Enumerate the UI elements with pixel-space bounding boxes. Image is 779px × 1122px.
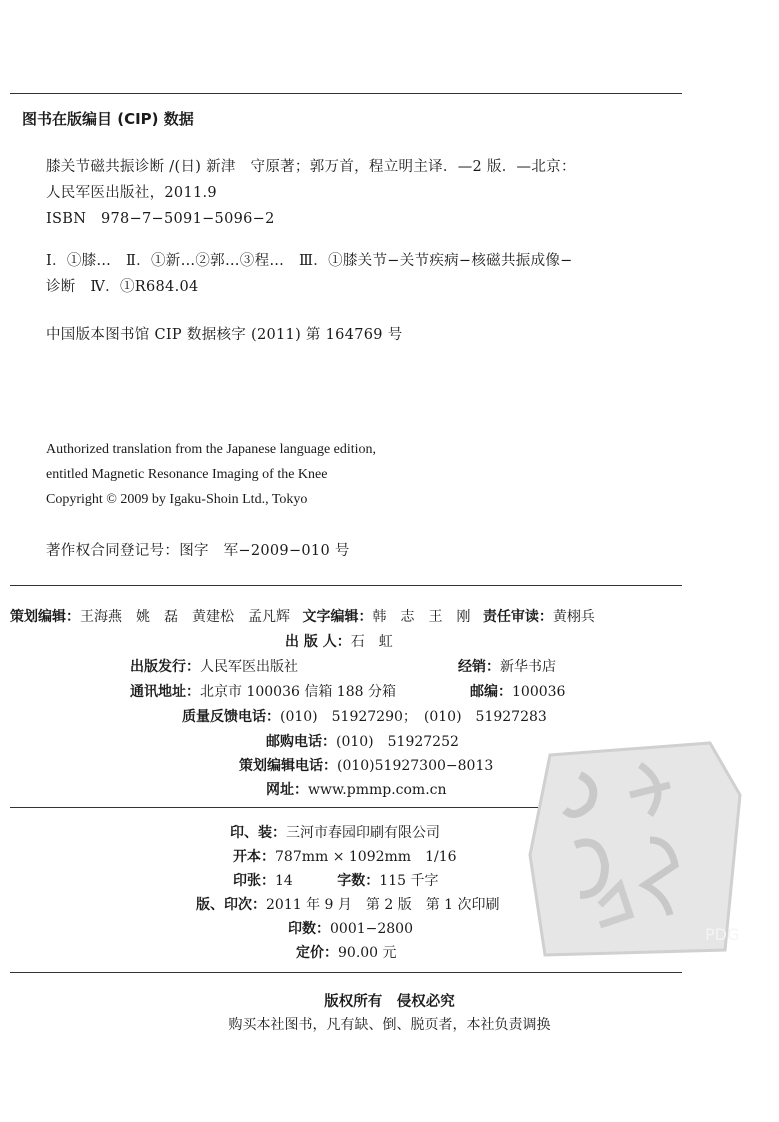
- printer-value: 三河市春园印刷有限公司: [286, 825, 440, 841]
- publisher-label: 出 版 人：: [285, 634, 351, 650]
- text-editor-label: 文字编辑：: [302, 609, 373, 625]
- format-label: 开本：: [233, 849, 275, 865]
- edition-value: 2011 年 9 月 第 2 版 第 1 次印刷: [266, 897, 500, 913]
- price-row: [296, 942, 397, 962]
- distribution-row: [130, 656, 298, 676]
- website-label: 网址：: [266, 782, 308, 798]
- watermark-seal-icon: [520, 735, 760, 965]
- cip-title-line: 膝关节磁共振诊断 /(日) 新津 守原著；郭万首，程立明主译．—2 版．—北京：: [46, 159, 576, 175]
- english-line-2: entitled Magnetic Resonance Imaging of the Knee: [46, 467, 328, 482]
- replacement-note: 购买本社图书，凡有缺、倒、脱页者，本社负责调换: [228, 1017, 551, 1033]
- top-rule: [10, 93, 682, 94]
- distribution-label: 出版发行：: [130, 659, 200, 675]
- text-editor-names: 韩 志 王 刚: [372, 609, 471, 625]
- cip-heading: 图书在版编目 (CIP) 数据: [22, 110, 194, 128]
- edition-label: 版、印次：: [196, 897, 266, 913]
- feedback-phone-label: 质量反馈电话：: [182, 709, 280, 725]
- format-row: [233, 846, 457, 866]
- editors-row: [10, 606, 595, 626]
- feedback-row: [182, 706, 547, 726]
- cip-classification-line-2: 诊断 Ⅳ．①R684.04: [46, 279, 199, 295]
- postcode-value: 100036: [512, 684, 566, 700]
- credits-rule: [10, 585, 682, 586]
- mail-order-value: (010) 51927252: [336, 734, 459, 750]
- mail-order-label: 邮购电话：: [266, 734, 336, 750]
- edition-row: [196, 894, 500, 914]
- website-value: www.pmmp.com.cn: [308, 782, 447, 798]
- review-label: 责任审读：: [482, 609, 553, 625]
- format-value: 787mm × 1092mm 1/16: [275, 849, 457, 865]
- footer-rule: [10, 972, 682, 973]
- price-label: 定价：: [296, 945, 338, 961]
- address-row: [130, 681, 396, 701]
- rights-reserved: 版权所有 侵权必究: [324, 994, 455, 1010]
- publisher-row: [285, 631, 393, 651]
- postcode-row: [470, 681, 565, 701]
- distribution-value: 人民军医出版社: [200, 659, 298, 675]
- english-copyright: Copyright © 2009 by Igaku-Shoin Ltd., Tokyo: [46, 492, 308, 507]
- copies-value: 0001−2800: [330, 921, 413, 937]
- sales-row: [458, 656, 556, 676]
- mail-order-row: [266, 731, 459, 751]
- price-value: 90.00 元: [338, 945, 397, 961]
- postcode-label: 邮编：: [470, 684, 512, 700]
- sheets-value: 14: [275, 873, 293, 889]
- sales-value: 新华书店: [500, 659, 556, 675]
- review-name: 黄栩兵: [552, 609, 595, 625]
- editor-phone-label: 策划编辑电话：: [239, 758, 337, 774]
- sheets-label: 印张：: [233, 873, 275, 889]
- address-value: 北京市 100036 信箱 188 分箱: [200, 684, 396, 700]
- editor-phone-row: [239, 755, 493, 775]
- english-line-1: Authorized translation from the Japanese language edition,: [46, 442, 377, 457]
- copyright-registration: 著作权合同登记号：图字 军−2009−010 号: [46, 543, 350, 559]
- printer-row: [230, 822, 440, 842]
- cip-publisher-line: 人民军医出版社，2011.9: [46, 185, 217, 201]
- sales-label: 经销：: [458, 659, 500, 675]
- words-label: 字数：: [337, 873, 380, 889]
- planning-editor-names: 王海燕 姚 磊 黄建松 孟凡辉: [80, 609, 290, 625]
- planning-editor-label: 策划编辑：: [10, 609, 80, 625]
- editor-phone-value: (010)51927300−8013: [337, 758, 494, 774]
- printer-label: 印、装：: [230, 825, 286, 841]
- cip-record-number: 中国版本图书馆 CIP 数据核字 (2011) 第 164769 号: [46, 327, 403, 343]
- website-row: [266, 779, 447, 799]
- cip-isbn-line: ISBN 978−7−5091−5096−2: [46, 211, 275, 227]
- sheets-row: [233, 870, 438, 890]
- copies-row: [288, 918, 413, 938]
- words-value: 115 千字: [379, 873, 439, 889]
- feedback-phone-value: (010) 51927290； (010) 51927283: [280, 709, 547, 725]
- address-label: 通讯地址：: [130, 684, 200, 700]
- cip-classification-line: Ⅰ．①膝… Ⅱ．①新…②郭…③程… Ⅲ．①膝关节−关节疾病−核磁共振成像−: [46, 253, 573, 269]
- watermark-text: PDG: [705, 925, 740, 944]
- copies-label: 印数：: [288, 921, 330, 937]
- publisher-name: 石 虹: [350, 634, 393, 650]
